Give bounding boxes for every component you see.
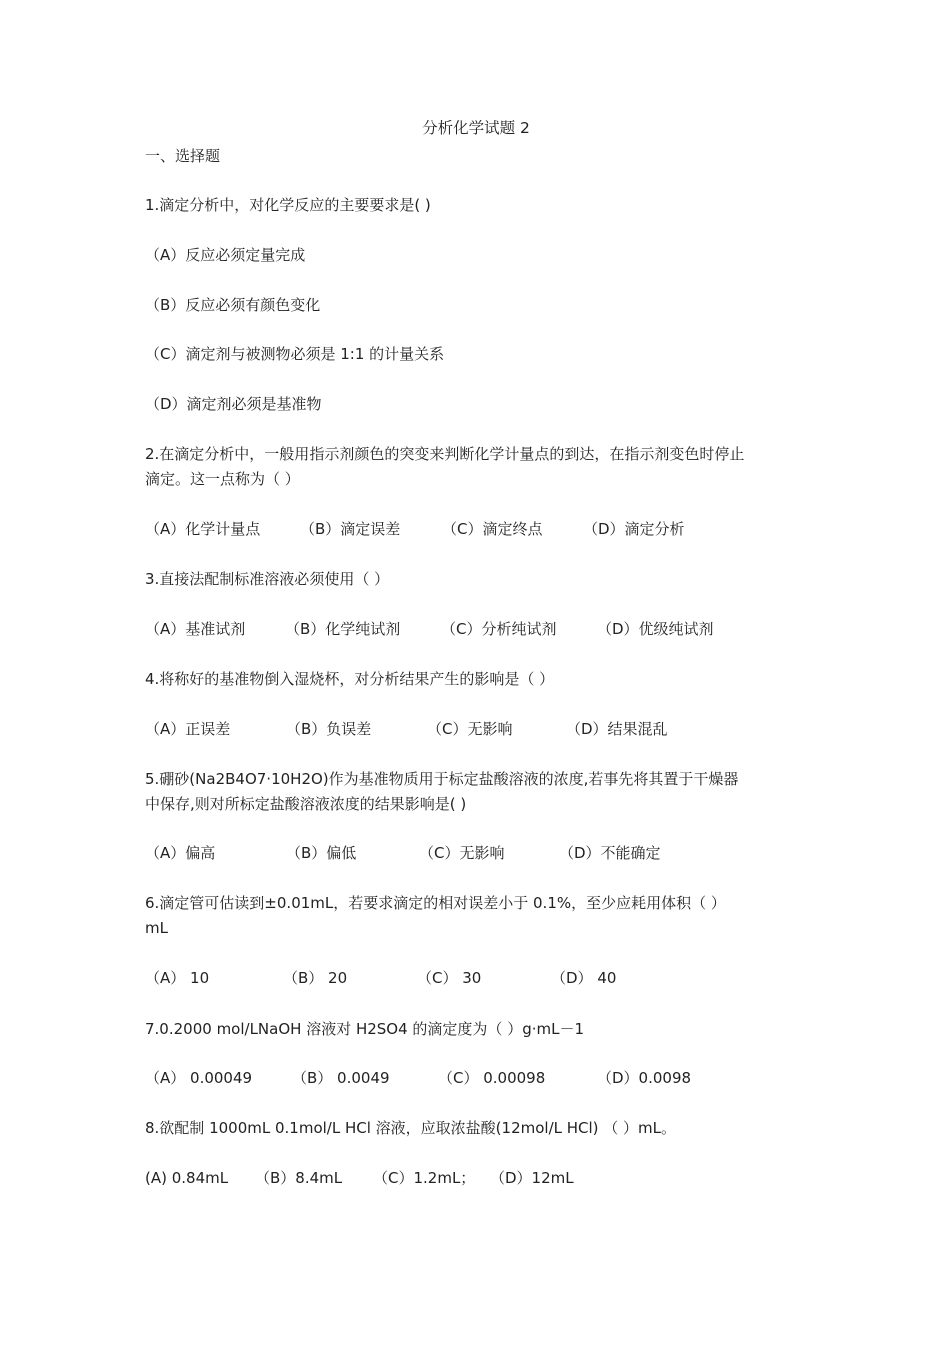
question-6-option-b: （B） 20 [283, 969, 348, 987]
question-6-option-d: （D） 40 [551, 969, 617, 987]
question-3-option-c: （C）分析纯试剂 [441, 620, 557, 638]
question-3-option-d: （D）优级纯试剂 [597, 620, 714, 638]
question-4-option-c: （C）无影响 [427, 720, 513, 738]
question-8-stem: 8.欲配制 1000mL 0.1mol/L HCl 溶液，应取浓盐酸(12mol/L HCl) （ ）mL。 [145, 1119, 677, 1137]
question-6-option-a: （A） 10 [145, 969, 210, 987]
question-7-option-b: （B） 0.0049 [292, 1069, 390, 1087]
question-5-stem-line-2: 中保存,则对所标定盐酸溶液浓度的结果影响是( ) [145, 795, 467, 813]
question-1-option-b: （B）反应必须有颜色变化 [145, 296, 321, 314]
question-7-option-c: （C） 0.00098 [438, 1069, 546, 1087]
question-3-option-a: （A）基准试剂 [145, 620, 246, 638]
question-5-option-d: （D）不能确定 [559, 844, 661, 862]
question-1-option-c: （C）滴定剂与被测物必须是 1:1 的计量关系 [145, 345, 445, 363]
question-4-option-a: （A）正误差 [145, 720, 231, 738]
question-6-stem-line-2: mL [145, 919, 168, 937]
question-7-option-d: （D）0.0098 [597, 1069, 692, 1087]
question-4-stem: 4.将称好的基准物倒入湿烧杯，对分析结果产生的影响是（ ） [145, 670, 555, 688]
question-7-stem: 7.0.2000 mol/LNaOH 溶液对 H2SO4 的滴定度为（ ）g·mL－1 [145, 1020, 585, 1038]
question-1-option-a: （A）反应必须定量完成 [145, 246, 306, 264]
page-title: 分析化学试题 2 [422, 119, 530, 137]
question-3-stem: 3.直接法配制标准溶液必须使用（ ） [145, 570, 390, 588]
question-8-option-d: （D）12mL [490, 1169, 574, 1187]
question-5-option-b: （B）偏低 [286, 844, 357, 862]
question-1-option-d: （D）滴定剂必须是基准物 [145, 395, 322, 413]
question-2-stem-line-2: 滴定。这一点称为（ ） [145, 470, 300, 488]
question-2-option-d: （D）滴定分析 [583, 520, 685, 538]
question-2-stem-line-1: 2.在滴定分析中，一般用指示剂颜色的突变来判断化学计量点的到达，在指示剂变色时停止 [145, 445, 745, 463]
question-3-option-b: （B）化学纯试剂 [285, 620, 401, 638]
question-2-option-a: （A）化学计量点 [145, 520, 261, 538]
question-5-option-a: （A）偏高 [145, 844, 216, 862]
question-7-option-a: （A） 0.00049 [145, 1069, 253, 1087]
question-5-stem-line-1: 5.硼砂(Na2B4O7·10H2O)作为基准物质用于标定盐酸溶液的浓度,若事先将其置于干燥器 [145, 770, 739, 788]
question-4-option-b: （B）负误差 [286, 720, 372, 738]
question-8-option-c: （C）1.2mL； [373, 1169, 476, 1187]
question-8-option-a: (A) 0.84mL [145, 1169, 229, 1187]
section-heading: 一、选择题 [145, 147, 221, 165]
question-6-option-c: （C） 30 [417, 969, 482, 987]
question-1-stem: 1.滴定分析中，对化学反应的主要要求是( ) [145, 196, 431, 214]
question-4-option-d: （D）结果混乱 [566, 720, 668, 738]
question-6-stem-line-1: 6.滴定管可估读到±0.01mL，若要求滴定的相对误差小于 0.1%，至少应耗用体积（ ） [145, 894, 726, 912]
question-2-option-b: （B）滴定误差 [300, 520, 401, 538]
question-5-option-c: （C）无影响 [419, 844, 505, 862]
question-2-option-c: （C）滴定终点 [442, 520, 543, 538]
question-8-option-b: （B）8.4mL [255, 1169, 343, 1187]
